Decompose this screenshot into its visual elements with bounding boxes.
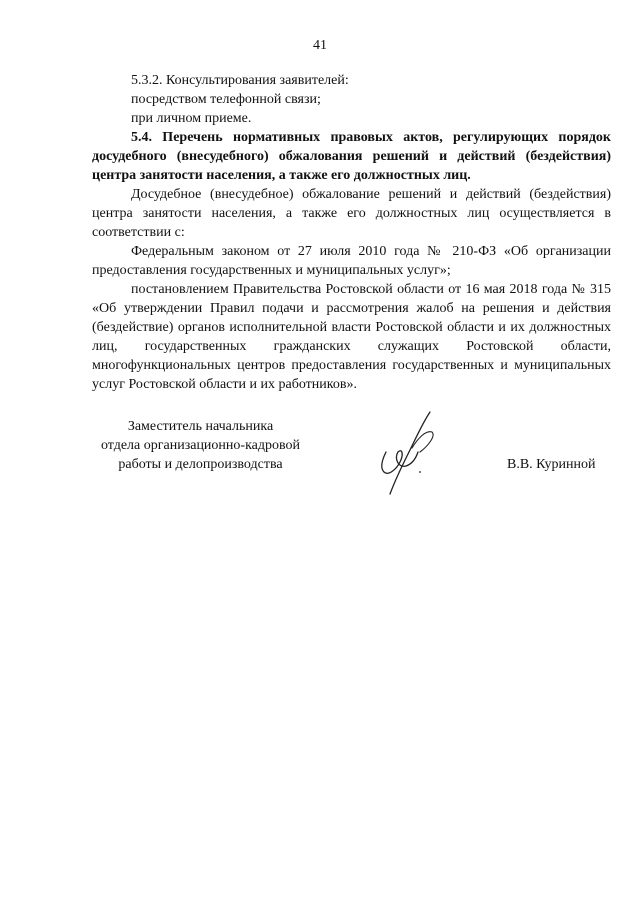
handwritten-signature <box>372 408 442 498</box>
document-body <box>92 71 611 394</box>
item-532-heading: 5.3.2. Консультирования заявителей: <box>131 73 349 88</box>
position-line-2: отдела организационно-кадровой <box>100 438 301 453</box>
intro-paragraph: Досудебное (внесудебное) обжалование решений и действий (бездействия) центра занятости населения, а также его должностных лиц осуществляется в соответствии с: <box>92 187 611 240</box>
federal-law-paragraph: Федеральным законом от 27 июля 2010 года № 210-ФЗ «Об организации предоставления государственных и муниципальных услуг»; <box>92 244 611 278</box>
page-number: 41 <box>313 38 327 53</box>
signatory-position <box>88 417 313 474</box>
signer-name: В.В. Куринной <box>507 457 596 472</box>
item-532-option-phone: посредством телефонной связи; <box>131 92 321 107</box>
section-54-heading: 5.4. Перечень нормативных правовых актов, регулирующих порядок досудебного (внесудебного) обжалования решений и действий (бездействия) центра занятости населения, а также его должностных лиц. <box>92 130 611 183</box>
position-line-1: Заместитель начальника <box>127 419 274 434</box>
regional-resolution-paragraph: постановлением Правительства Ростовской области от 16 мая 2018 года № 315 «Об утверждении Правил подачи и рассмотрения жалоб на решения и действия (бездействие) органов исполнительной власти Ростовской области и их должностных лиц, государственных гражданских служащих Ростовской области, многофункциональных центров предоставления государственных и муниципальных услуг Ростовской области и их работников». <box>92 282 611 392</box>
position-line-3: работы и делопроизводства <box>118 457 283 472</box>
item-532-option-in-person: при личном приеме. <box>131 111 252 126</box>
